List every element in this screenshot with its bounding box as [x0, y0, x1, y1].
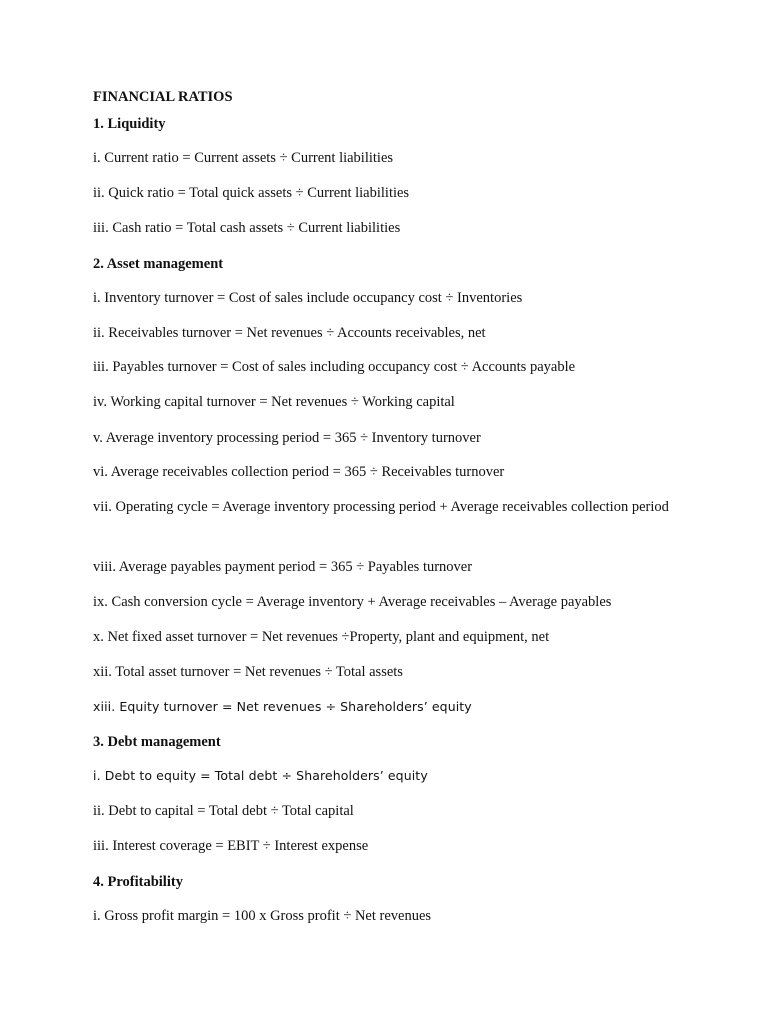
- ratio-line: vi. Average receivables collection period = 365 ÷ Receivables turnover: [93, 464, 505, 480]
- section-heading-liquidity: 1. Liquidity: [93, 116, 166, 132]
- ratio-line: vii. Operating cycle = Average inventory processing period + Average receivables collection period: [93, 499, 669, 515]
- ratio-line: xii. Total asset turnover = Net revenues ÷ Total assets: [93, 664, 403, 680]
- section-heading-asset-management: 2. Asset management: [93, 256, 224, 272]
- ratio-line: iii. Interest coverage = EBIT ÷ Interest expense: [93, 838, 369, 854]
- ratio-line: i. Inventory turnover = Cost of sales include occupancy cost ÷ Inventories: [93, 290, 523, 306]
- ratio-line: ii. Receivables turnover = Net revenues ÷ Accounts receivables, net: [93, 325, 486, 341]
- section-heading-debt-management: 3. Debt management: [93, 734, 221, 750]
- ratio-line: v. Average inventory processing period = 365 ÷ Inventory turnover: [93, 430, 481, 446]
- ratio-line: iii. Payables turnover = Cost of sales including occupancy cost ÷ Accounts payable: [93, 359, 576, 375]
- ratio-line: ix. Cash conversion cycle = Average inventory + Average receivables – Average payables: [93, 594, 612, 610]
- ratio-line: ii. Debt to capital = Total debt ÷ Total capital: [93, 803, 354, 819]
- ratio-line: x. Net fixed asset turnover = Net revenues ÷Property, plant and equipment, net: [93, 629, 550, 645]
- ratio-line: i. Gross profit margin = 100 x Gross profit ÷ Net revenues: [93, 908, 432, 924]
- ratio-line: i. Debt to equity = Total debt ÷ Shareholders’ equity: [93, 768, 428, 783]
- ratio-line: ii. Quick ratio = Total quick assets ÷ Current liabilities: [93, 185, 410, 201]
- ratio-line: iii. Cash ratio = Total cash assets ÷ Current liabilities: [93, 220, 401, 236]
- document-title: FINANCIAL RATIOS: [93, 89, 233, 105]
- section-heading-profitability: 4. Profitability: [93, 874, 183, 890]
- ratio-line: i. Current ratio = Current assets ÷ Current liabilities: [93, 150, 394, 166]
- ratio-line: viii. Average payables payment period = 365 ÷ Payables turnover: [93, 559, 473, 575]
- ratio-line: iv. Working capital turnover = Net revenues ÷ Working capital: [93, 394, 455, 410]
- ratio-line: xiii. Equity turnover = Net revenues ÷ Shareholders’ equity: [93, 699, 472, 714]
